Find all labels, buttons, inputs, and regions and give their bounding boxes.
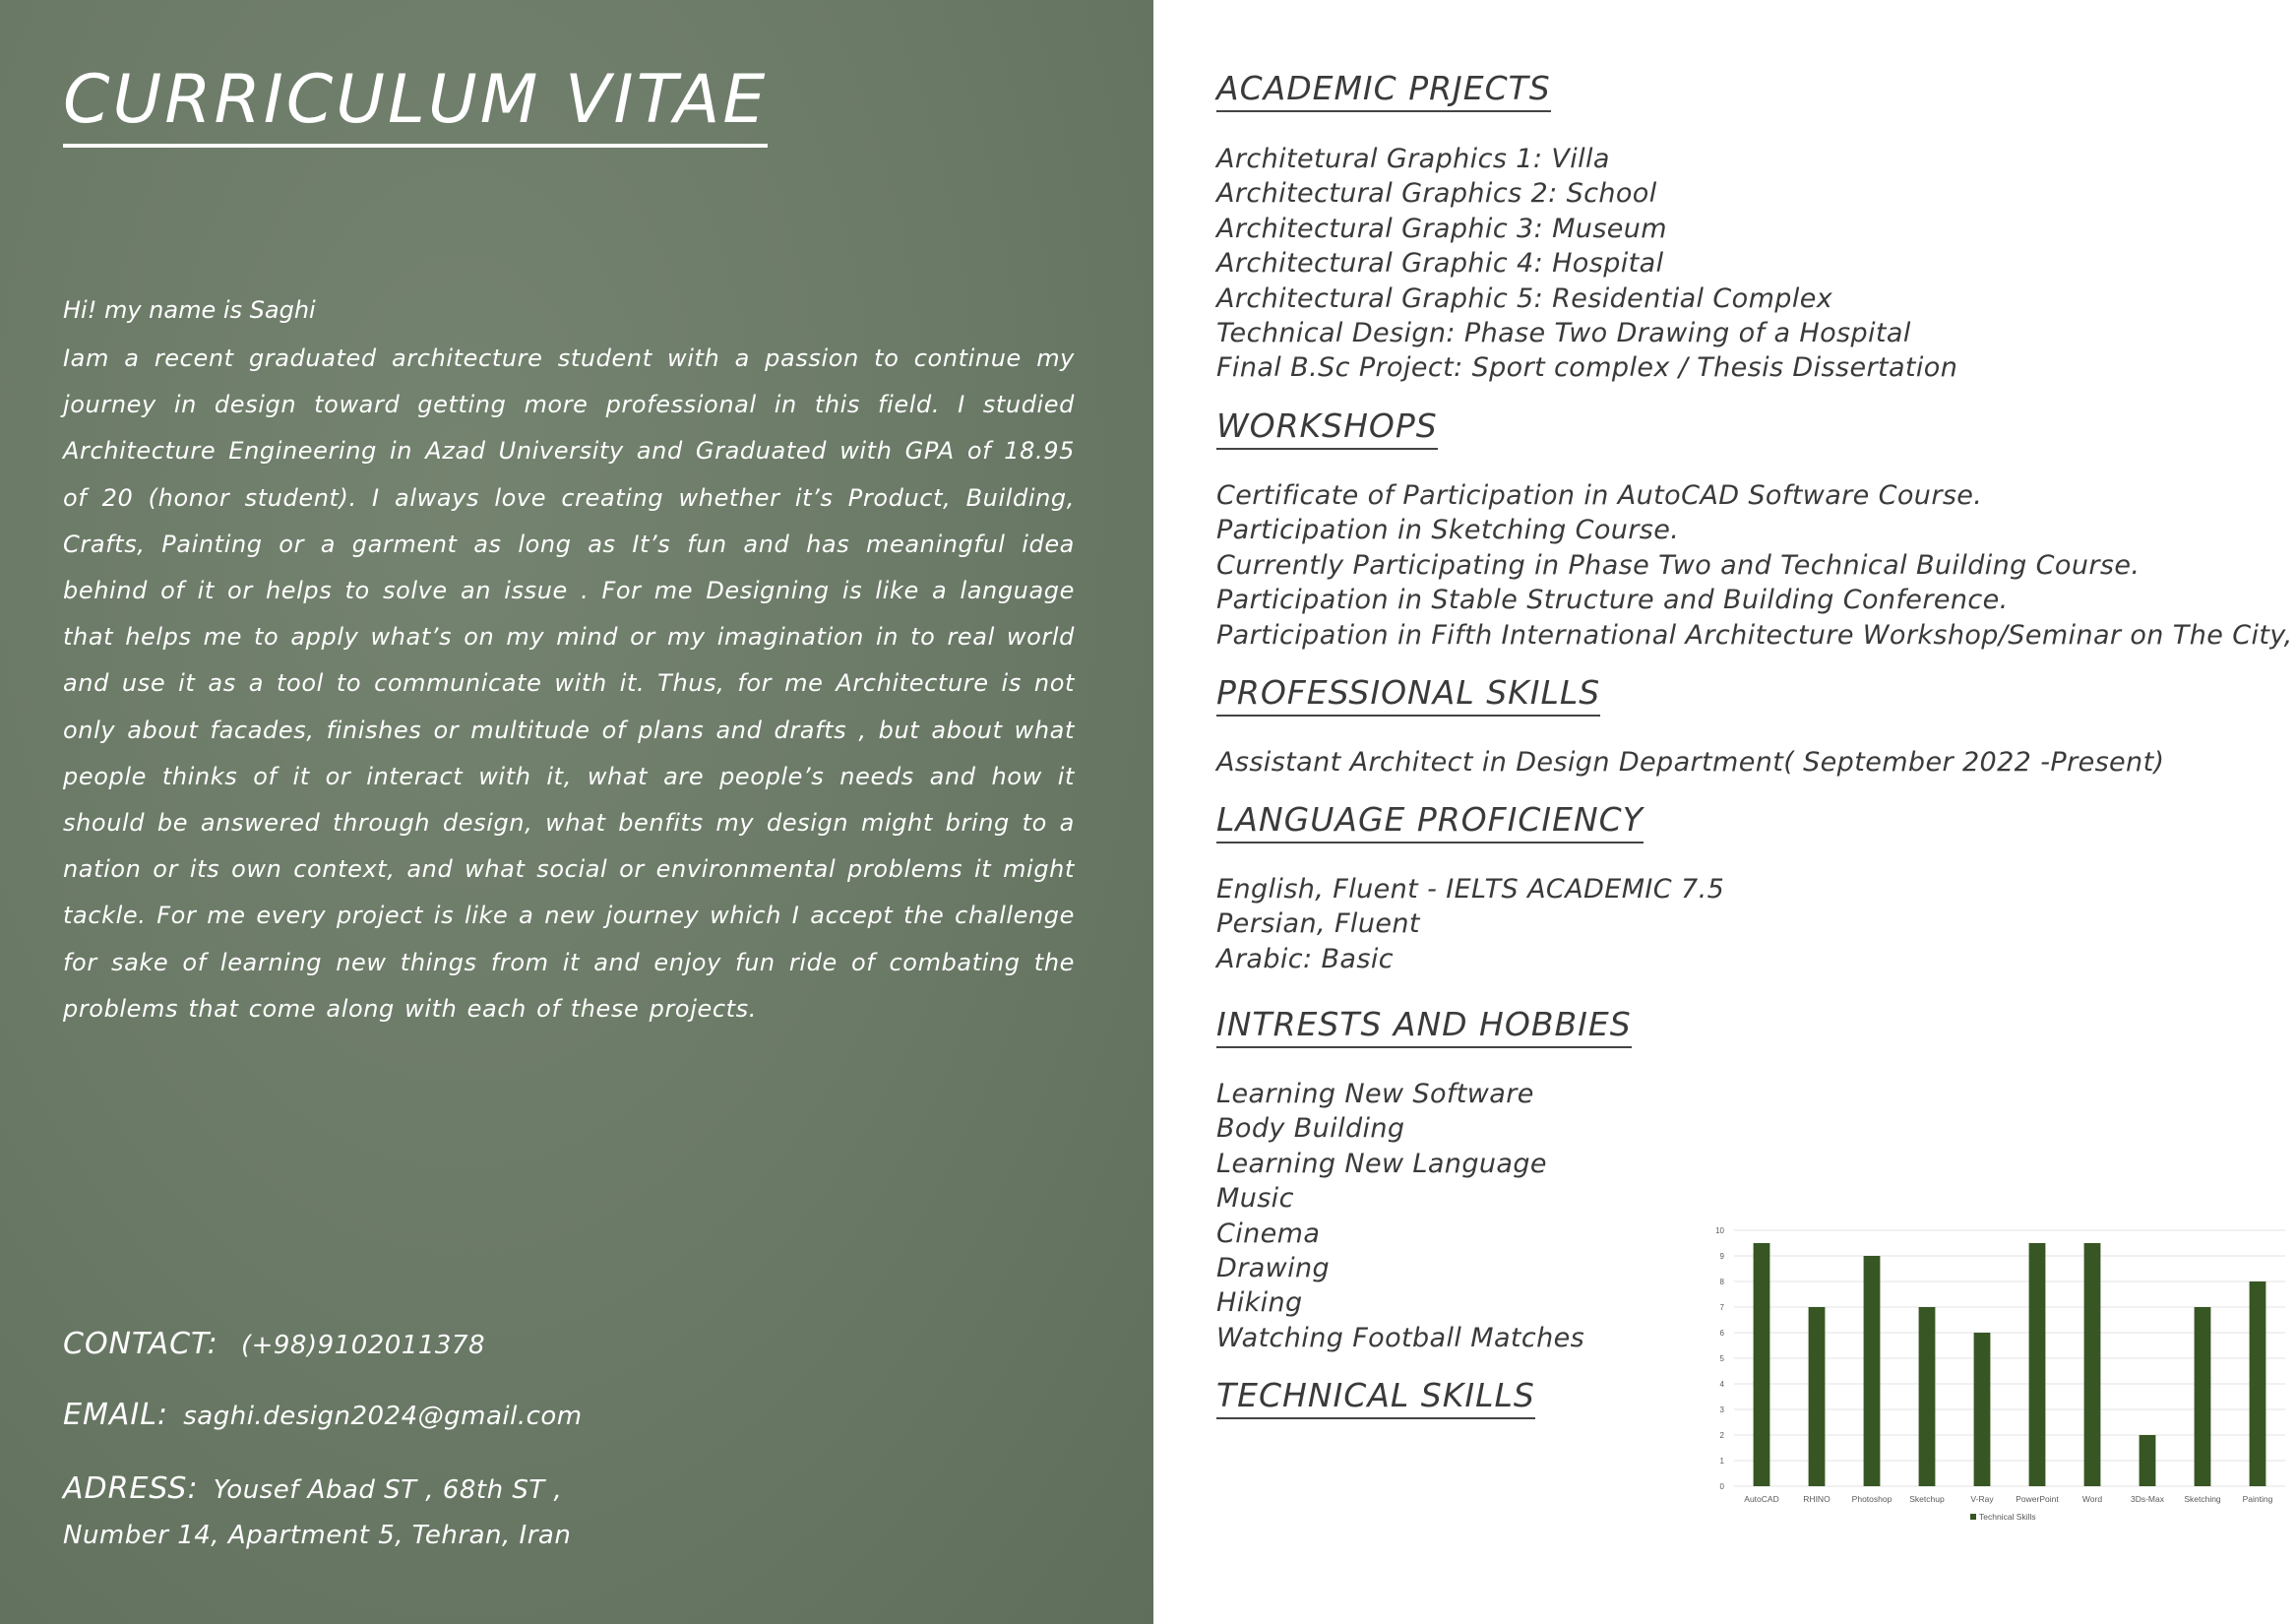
list-item: Certificate of Participation in AutoCAD Software Course.: [1216, 480, 1983, 511]
bar: [2029, 1243, 2046, 1486]
technical-skills-chart: [1705, 1211, 2295, 1545]
list-item: Hiking: [1216, 1287, 1303, 1319]
list-item: Participation in Sketching Course.: [1216, 515, 1680, 546]
phone-number: (+98)9102011378: [240, 1331, 486, 1360]
x-tick-label: 3Ds-Max: [2130, 1494, 2165, 1504]
list-item: Architectural Graphics 2: School: [1216, 178, 1657, 210]
right-panel: [1153, 0, 2296, 1624]
bar: [1864, 1256, 1881, 1486]
chart-svg: [1705, 1211, 2295, 1545]
bar: [2195, 1307, 2211, 1486]
list-item: Participation in Stable Structure and Building Conference.: [1216, 585, 2009, 616]
y-tick-label: 0: [1719, 1482, 1724, 1491]
x-tick-label: Word: [2081, 1494, 2103, 1504]
hobbies-list: [1216, 1077, 1584, 1355]
bar: [2250, 1281, 2266, 1486]
contact-address: [63, 1467, 571, 1557]
list-item: Assistant Architect in Design Department( September 2022 -Present): [1216, 747, 2165, 778]
professional-skills-heading: PROFESSIONAL SKILLS: [1216, 675, 1600, 717]
list-item: Learning New Language: [1216, 1148, 1547, 1179]
list-item: Watching Football Matches: [1216, 1322, 1585, 1353]
list-item: Body Building: [1216, 1113, 1405, 1145]
list-item: Arabic: Basic: [1216, 943, 1394, 974]
greeting: Hi! my name is Saghi: [63, 296, 316, 324]
academic-projects-heading: ACADEMIC PRJECTS: [1216, 71, 1551, 112]
workshops-list: [1216, 478, 2293, 653]
technical-skills-heading: TECHNICAL SKILLS: [1216, 1378, 1535, 1419]
bar: [1809, 1307, 1826, 1486]
x-tick-label: RHINO: [1803, 1494, 1831, 1504]
list-item: Cinema: [1216, 1218, 1321, 1249]
bar: [2084, 1243, 2101, 1486]
x-tick-label: Photoshop: [1851, 1494, 1893, 1504]
y-tick-label: 3: [1719, 1405, 1724, 1414]
academic-projects-list: [1216, 142, 1957, 386]
y-tick-label: 5: [1719, 1354, 1724, 1363]
language-proficiency-heading: LANGUAGE PROFICIENCY: [1216, 802, 1644, 843]
x-tick-label: AutoCAD: [1744, 1494, 1779, 1504]
list-item: Architectural Graphic 4: Hospital: [1216, 248, 1664, 280]
list-item: Technical Design: Phase Two Drawing of a Hospital: [1216, 318, 1911, 349]
list-item: Participation in Fifth International Architecture Workshop/Seminar on The City,: [1216, 619, 2293, 651]
y-tick-label: 9: [1719, 1252, 1724, 1261]
x-tick-label: Sketchup: [1909, 1494, 1945, 1504]
email-address: saghi.design2024@gmail.com: [183, 1402, 583, 1431]
list-item: Persian, Fluent: [1216, 908, 1420, 940]
list-item: Currently Participating in Phase Two and Technical Building Course.: [1216, 549, 2141, 581]
address-line-2: Number 14, Apartment 5, Tehran, Iran: [63, 1521, 572, 1550]
list-item: Architetural Graphics 1: Villa: [1216, 144, 1610, 174]
about-paragraph: Iam a recent graduated architecture student with a passion to continue my journey in design toward getting more professional in this field. I studied Architecture Engineering in Azad University and Graduated with GPA of 18.95 of 20 (honor student). I always love creating whether it’s Product, Building, Crafts, Painting or a garment as long as It’s fun and has meaningful idea behind of it or helps to solve an issue . For me Designing is like a language that helps me to apply what’s on my mind or my imagination in to real world and use it as a tool to communicate with it. Thus, for me Architecture is not only about facades, finishes or multitude of plans and drafts , but about what people thinks of it or interact with it, what are people’s needs and how it should be answered through design, what benfits my design might bring to a nation or its own context, and what social or environmental problems it might tackle. For me every project is like a new journey which I accept the challenge for sake of learning new things from it and enjoy fun ride of combating the problems that come along with each of these projects.: [63, 344, 1075, 1023]
contact-email: [63, 1398, 583, 1432]
contact-label: CONTACT:: [63, 1327, 218, 1361]
legend-swatch: [1970, 1514, 1976, 1520]
address-line-1: Yousef Abad ST , 68th ST ,: [213, 1475, 563, 1505]
y-tick-label: 2: [1719, 1431, 1724, 1440]
email-label: EMAIL:: [63, 1398, 169, 1432]
list-item: English, Fluent - IELTS ACADEMIC 7.5: [1216, 874, 1725, 905]
bar: [1974, 1333, 1991, 1486]
address-label: ADRESS:: [63, 1471, 199, 1506]
interests-hobbies-heading: INTRESTS AND HOBBIES: [1216, 1007, 1632, 1048]
y-tick-label: 8: [1719, 1278, 1724, 1286]
y-tick-label: 1: [1719, 1457, 1724, 1466]
professional-skills-list: [1216, 745, 2165, 780]
list-item: Learning New Software: [1216, 1079, 1534, 1109]
y-tick-label: 6: [1719, 1329, 1724, 1338]
list-item: Drawing: [1216, 1253, 1331, 1284]
list-item: Music: [1216, 1183, 1294, 1215]
x-tick-label: Painting: [2242, 1494, 2273, 1504]
y-tick-label: 4: [1719, 1380, 1724, 1389]
contact-phone: [63, 1327, 485, 1361]
y-tick-label: 10: [1715, 1226, 1724, 1235]
list-item: Architectural Graphic 5: Residential Complex: [1216, 282, 1833, 314]
x-tick-label: PowerPoint: [2016, 1494, 2059, 1504]
workshops-heading: WORKSHOPS: [1216, 408, 1438, 450]
bar: [1919, 1307, 1936, 1486]
bar: [2140, 1435, 2156, 1486]
list-item: Final B.Sc Project: Sport complex / Thesis Dissertation: [1216, 352, 1958, 384]
x-tick-label: Sketching: [2184, 1494, 2221, 1504]
language-list: [1216, 872, 1724, 976]
cv-title: CURRICULUM VITAE: [63, 67, 768, 148]
legend-label: Technical Skills: [1979, 1512, 2036, 1522]
y-tick-label: 7: [1719, 1303, 1724, 1312]
list-item: Architectural Graphic 3: Museum: [1216, 213, 1668, 244]
bar: [1754, 1243, 1770, 1486]
x-tick-label: V-Ray: [1970, 1494, 1994, 1504]
